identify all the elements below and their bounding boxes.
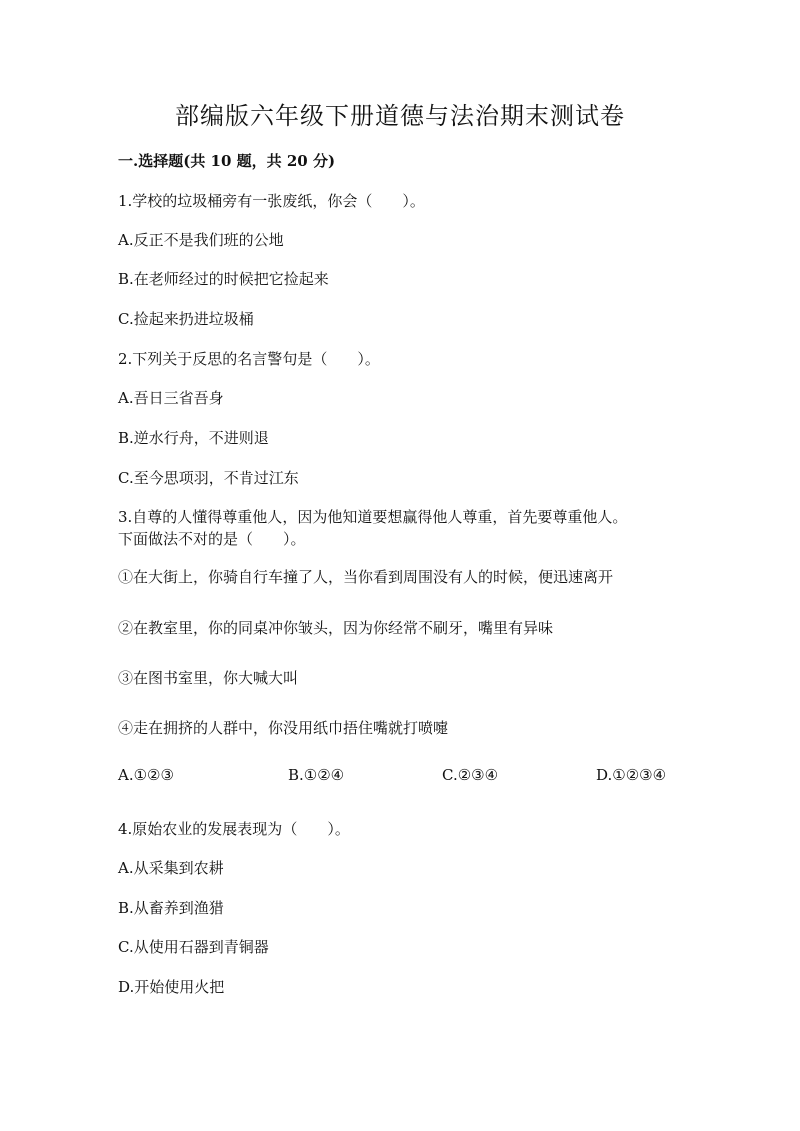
page-title: 部编版六年级下册道德与法治期末测试卷 bbox=[175, 102, 625, 130]
question-3-option-b: B.①②④ bbox=[288, 766, 345, 784]
question-3-statement-1: ①在大街上，你骑自行车撞了人，当你看到周围没有人的时候，便迅速离开 bbox=[118, 568, 614, 586]
question-2-option-c: C.至今思项羽，不肯过江东 bbox=[118, 469, 299, 487]
question-1-option-a: A.反正不是我们班的公地 bbox=[118, 231, 284, 249]
section-heading: 一.选择题(共 10 题，共 20 分) bbox=[118, 152, 336, 170]
question-4-stem: 4.原始农业的发展表现为（ ）。 bbox=[118, 820, 350, 838]
question-4-option-a: A.从采集到农耕 bbox=[118, 859, 224, 877]
question-4-option-c: C.从使用石器到青铜器 bbox=[118, 938, 269, 956]
question-3-statement-4: ④走在拥挤的人群中，你没用纸巾捂住嘴就打喷嚏 bbox=[118, 719, 449, 737]
question-3-stem-line2: 下面做法不对的是（ ）。 bbox=[118, 530, 306, 548]
question-1-option-c: C.捡起来扔进垃圾桶 bbox=[118, 310, 254, 328]
question-3-options bbox=[0, 766, 800, 786]
question-3-stem-line1: 3.自尊的人懂得尊重他人，因为他知道要想赢得他人尊重，首先要尊重他人。 bbox=[118, 508, 628, 526]
question-4-option-d: D.开始使用火把 bbox=[118, 978, 225, 996]
question-3-option-d: D.①②③④ bbox=[596, 766, 667, 784]
question-3-statement-3: ③在图书室里，你大喊大叫 bbox=[118, 669, 299, 687]
question-3-option-a: A.①②③ bbox=[118, 766, 174, 784]
question-2-stem: 2.下列关于反思的名言警句是（ ）。 bbox=[118, 350, 380, 368]
question-2-option-b: B.逆水行舟，不进则退 bbox=[118, 429, 269, 447]
question-4-option-b: B.从畜养到渔猎 bbox=[118, 899, 224, 917]
question-2-option-a: A.吾日三省吾身 bbox=[118, 389, 224, 407]
question-1-option-b: B.在老师经过的时候把它捡起来 bbox=[118, 270, 329, 288]
question-1-stem: 1.学校的垃圾桶旁有一张废纸，你会（ ）。 bbox=[118, 192, 425, 210]
question-3-statement-2: ②在教室里，你的同桌冲你皱头，因为你经常不刷牙，嘴里有异味 bbox=[118, 619, 554, 637]
question-3-option-c: C.②③④ bbox=[442, 766, 499, 784]
